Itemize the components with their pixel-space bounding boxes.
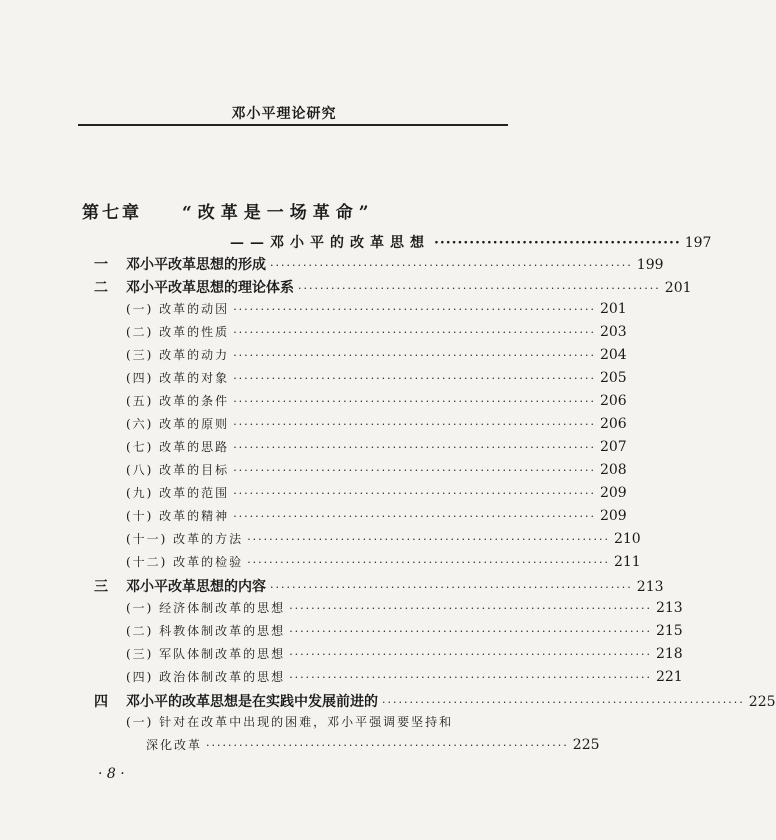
toc-subsection[interactable] (126, 438, 627, 458)
subsection-page: 221 (655, 669, 683, 685)
chapter-subtitle-row (230, 232, 712, 252)
toc-subsection[interactable] (126, 346, 627, 366)
subsection-page: 218 (655, 646, 683, 662)
subsection-page: 201 (599, 301, 627, 317)
subsection-label: (十二) 改革的检验 (126, 555, 244, 569)
leader-dots: ·································································· (233, 326, 596, 339)
section-page: 213 (636, 579, 664, 595)
leader-dots: ·································································· (289, 671, 652, 684)
toc-subsection[interactable] (126, 622, 683, 642)
subsection-label: (二) 改革的性质 (126, 325, 230, 339)
leader-dots: ·································································· (289, 625, 652, 638)
subsection-label-line2: 深化改革 (146, 738, 203, 752)
leader-dots: ·································································· (206, 739, 569, 752)
section-marker: 二 (94, 280, 108, 296)
subsection-page: 204 (599, 347, 627, 363)
leader-dots: ·································································· (289, 648, 652, 661)
subsection-label: (四) 改革的对象 (126, 371, 230, 385)
leader-dots: ·································································· (233, 441, 596, 454)
toc-subsection[interactable] (126, 415, 627, 435)
toc-section-3[interactable] (94, 576, 664, 596)
chapter-heading (82, 198, 502, 223)
leader-dots: ·········································· (434, 235, 681, 251)
toc-subsection[interactable] (126, 323, 627, 343)
subsection-page: 210 (613, 531, 641, 547)
leader-dots: ·································································· (233, 418, 596, 431)
leader-dots: ·································································· (289, 602, 652, 615)
toc-subsection[interactable] (126, 507, 627, 527)
subsection-page: 211 (613, 554, 641, 570)
subsection-page: 225 (572, 737, 600, 753)
subsection-label: (四) 政治体制改革的思想 (126, 670, 286, 684)
section-label: 邓小平的改革思想是在实践中发展前进的 (126, 694, 378, 710)
leader-dots: ·································································· (382, 696, 745, 709)
leader-dots: ·································································· (270, 581, 633, 594)
toc-subsection[interactable] (126, 300, 627, 320)
section-label: 邓小平改革思想的理论体系 (126, 280, 294, 296)
leader-dots: ·································································· (270, 259, 633, 272)
leader-dots: ·································································· (233, 487, 596, 500)
section-page: 201 (664, 280, 692, 296)
leader-dots: ·································································· (298, 282, 661, 295)
toc-section-1[interactable] (94, 254, 664, 274)
toc-section-4[interactable] (94, 691, 776, 711)
subsection-label: (十) 改革的精神 (126, 509, 230, 523)
chapter-number: 第七章 (82, 203, 142, 223)
header-rule (78, 124, 508, 126)
section-label: 邓小平改革思想的形成 (126, 257, 266, 273)
subsection-page: 215 (655, 623, 683, 639)
leader-dots: ·································································· (233, 372, 596, 385)
toc-subsection[interactable] (126, 668, 683, 688)
section-marker: 四 (94, 694, 108, 710)
subsection-label-line1[interactable]: (一) 针对在改革中出现的困难，邓小平强调要坚持和 (126, 715, 454, 729)
subsection-page: 206 (599, 393, 627, 409)
leader-dots: ·································································· (233, 395, 596, 408)
toc-subsection[interactable] (126, 645, 683, 665)
subsection-page: 208 (599, 462, 627, 478)
toc-subsection[interactable] (126, 599, 683, 619)
toc-section-2[interactable] (94, 277, 692, 297)
section-label: 邓小平改革思想的内容 (126, 579, 266, 595)
toc-subsection[interactable] (126, 461, 627, 481)
leader-dots: ·································································· (247, 533, 610, 546)
chapter-title: “改革是一场革命” (182, 203, 375, 223)
subsection-label: (一) 改革的动因 (126, 302, 230, 316)
subsection-label: (三) 改革的动力 (126, 348, 230, 362)
toc-subsection[interactable] (146, 736, 600, 756)
subsection-label: (八) 改革的目标 (126, 463, 230, 477)
subsection-page: 209 (599, 485, 627, 501)
chapter-subtitle: ——邓小平的改革思想 (230, 235, 430, 251)
leader-dots: ·································································· (233, 510, 596, 523)
subsection-page: 206 (599, 416, 627, 432)
subsection-page: 205 (599, 370, 627, 386)
subsection-page: 209 (599, 508, 627, 524)
subsection-label: (九) 改革的范围 (126, 486, 230, 500)
leader-dots: ·································································· (233, 303, 596, 316)
subsection-label: (一) 经济体制改革的思想 (126, 601, 286, 615)
subsection-page: 213 (655, 600, 683, 616)
subsection-label: (六) 改革的原则 (126, 417, 230, 431)
section-page: 225 (748, 694, 776, 710)
subsection-label: (十一) 改革的方法 (126, 532, 244, 546)
running-head: 邓小平理论研究 (231, 106, 337, 122)
toc-subsection[interactable] (126, 553, 641, 573)
toc-subsection[interactable] (126, 484, 627, 504)
leader-dots: ·································································· (247, 556, 610, 569)
subsection-label: (五) 改革的条件 (126, 394, 230, 408)
subsection-label: (七) 改革的思路 (126, 440, 230, 454)
subsection-page: 203 (599, 324, 627, 340)
leader-dots: ·································································· (233, 464, 596, 477)
section-marker: 一 (94, 257, 108, 273)
page-number: · 8 · (98, 766, 125, 782)
subsection-page: 207 (599, 439, 627, 455)
toc-subsection[interactable] (126, 369, 627, 389)
leader-dots: ·································································· (233, 349, 596, 362)
chapter-page: 197 (684, 235, 712, 251)
subsection-label: (三) 军队体制改革的思想 (126, 647, 286, 661)
toc-subsection[interactable] (126, 530, 641, 550)
section-page: 199 (636, 257, 664, 273)
subsection-label: (二) 科教体制改革的思想 (126, 624, 286, 638)
section-marker: 三 (94, 579, 108, 595)
toc-subsection[interactable] (126, 392, 627, 412)
